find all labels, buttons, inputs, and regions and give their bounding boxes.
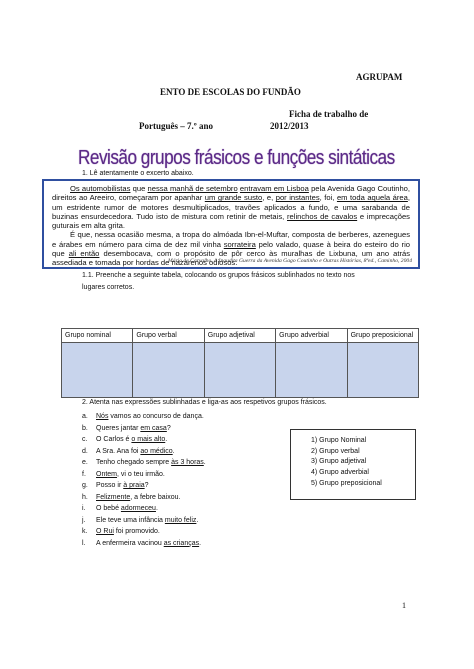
excerpt-text: pelo valado, quase à beira do esteiro do rio que (52, 239, 410, 259)
table-header: Grupo verbal (133, 329, 204, 343)
list-item (82, 515, 206, 527)
answer-cell-verbal[interactable] (133, 343, 204, 398)
item-underlined: Nós (96, 413, 109, 420)
item-letter: b. (82, 424, 88, 432)
list-item (82, 423, 206, 435)
group-option: 4) Grupo adverbial (311, 469, 369, 477)
item-text: Ele teve uma infância (96, 516, 165, 524)
groups-box (290, 429, 416, 500)
group-option: 2) Grupo verbal (311, 447, 360, 455)
item-text: Tenho chegado sempre (96, 459, 172, 466)
header-line-2: ENTO DE ESCOLAS DO FUNDÃO (160, 87, 301, 97)
table-header: Grupo nominal (62, 329, 133, 343)
item-underlined: em casa (140, 424, 167, 432)
item-text: . (196, 516, 199, 524)
worksheet-title: Revisão grupos frásicos e funções sintáticas (78, 147, 395, 169)
excerpt-text: um grande susto (204, 193, 263, 203)
item-text: . (199, 539, 202, 547)
item-text: A enfermeira vacinou (96, 539, 164, 547)
item-text: Posso ir (96, 482, 124, 489)
item-text: Queres jantar (96, 424, 141, 432)
list-item (82, 492, 206, 504)
list-item (82, 446, 206, 458)
item-underlined: Ontem (96, 470, 118, 478)
item-text: ? (166, 424, 171, 432)
answer-cell-nominal[interactable] (62, 343, 133, 398)
item-text: ? (144, 482, 149, 489)
excerpt-text: sorrateira (223, 239, 256, 249)
item-underlined: O Rui (96, 528, 114, 535)
list-item (82, 503, 206, 515)
item-text: foi promovido. (113, 528, 160, 535)
item-text: . (155, 505, 158, 512)
excerpt-paragraph-1 (52, 184, 410, 230)
excerpt-text: , foi, (319, 193, 337, 203)
group-option: 1) Grupo Nominal (311, 437, 367, 444)
groups-table (61, 328, 419, 398)
item-text: A Sra. Ana foi (96, 447, 141, 455)
item-text: O bebé (96, 505, 121, 512)
item-text: O Carlos é (96, 436, 132, 443)
item-text: , a febre baixou. (130, 493, 181, 501)
item-letter: i. (82, 505, 86, 512)
list-item (82, 538, 206, 550)
excerpt-text: por instantes (275, 193, 320, 203)
excerpt-box (42, 179, 420, 269)
excerpt-text: pela Avenida Gago Coutinho, direitos ao Areeiro, começaram por apanhar (52, 184, 411, 203)
header-line-1: AGRUPAM (356, 72, 403, 82)
item-letter: l. (82, 539, 86, 547)
excerpt-text: ali então (68, 249, 100, 259)
excerpt-source: Mário de Carvalho, A Inaudita Guerra da Avenida Gago Coutinho e Outras Histórias, 8ªed., Caminho, 2004 (168, 257, 412, 264)
excerpt-text: Os automobilistas (70, 184, 131, 193)
item-underlined: adormeceu (120, 505, 156, 512)
item-letter: k. (82, 528, 88, 535)
item-letter: a. (82, 413, 88, 420)
question-1-intro: 1. Lê atentamente o excerto abaixo. (82, 170, 194, 177)
item-underlined: muito feliz (164, 516, 197, 524)
excerpt-text: e imprecações guturais em alta grita. (52, 211, 410, 231)
item-text: . (165, 436, 168, 443)
item-underlined: às 3 horas (171, 459, 204, 466)
list-item (82, 457, 206, 469)
item-letter: e. (82, 459, 88, 466)
question-1-1-line-2: lugares corretos. (82, 284, 135, 291)
excerpt-text: em toda aquela área (336, 193, 408, 203)
item-letter: d. (82, 447, 88, 455)
page-number: 1 (402, 601, 406, 610)
item-underlined: o mais alto (131, 436, 166, 443)
item-text: , vi o teu irmão. (117, 470, 165, 478)
sentence-list (82, 411, 206, 549)
item-underlined: Felizmente (96, 493, 131, 501)
question-1-1-line-1: 1.1. Preenche a seguinte tabela, colocando os grupos frásicos sublinhados no texto nos (82, 272, 355, 279)
item-underlined: as crianças (163, 539, 200, 547)
excerpt-text: que (130, 184, 148, 193)
list-item (82, 411, 206, 423)
table-header: Grupo preposicional (347, 329, 418, 343)
school-year: 2012/2013 (270, 121, 309, 131)
item-underlined: ao médico (140, 447, 173, 455)
list-item (82, 480, 206, 492)
list-item (82, 434, 206, 446)
list-item (82, 526, 206, 538)
item-letter: c. (82, 436, 88, 443)
group-option: 5) Grupo preposicional (311, 479, 382, 487)
subject-label: Português – 7.º ano (139, 121, 213, 131)
answer-cell-adverbial[interactable] (276, 343, 347, 398)
answer-cell-adjetival[interactable] (204, 343, 275, 398)
table-header: Grupo adjetival (204, 329, 275, 343)
item-letter: f. (82, 470, 86, 478)
excerpt-text: desembocava, com o propósito de pôr cerco às muralhas de Lixbuna, um ano atrás assediada e tomada por hordas de nazarenos odiosos. (52, 249, 410, 268)
item-text: vamos ao concurso de dança. (108, 413, 204, 420)
excerpt-text: É que, nessa ocasião mesma, a tropa do almóada Ibn-el-Muftar, composta de berberes, azenegues e árabes em número para cima de dez mil vinha (52, 230, 410, 249)
excerpt-text: , e, (262, 193, 276, 203)
excerpt-text: , um estridente rumor de motores desmultiplicados, travões aplicados a fundo, e uma sarabanda de buzinas ensurdecedora. Tudo isto de mistura com retinir de metais, (52, 193, 410, 221)
answer-cell-preposicional[interactable] (347, 343, 418, 398)
item-letter: h. (82, 493, 88, 501)
excerpt-text: nessa manhã de setembro (147, 184, 238, 193)
item-text: . (203, 459, 206, 466)
group-option: 3) Grupo adjetival (311, 458, 367, 466)
excerpt-text: entravam em Lisboa (239, 184, 309, 193)
list-item (82, 469, 206, 481)
header-line-3: Ficha de trabalho de (289, 109, 369, 119)
question-2: 2. Atenta nas expressões sublinhadas e liga-as aos respetivos grupos frásicos. (82, 399, 327, 406)
item-text: . (172, 447, 175, 455)
item-letter: j. (82, 516, 86, 524)
item-letter: g. (82, 482, 88, 489)
table-header: Grupo adverbial (276, 329, 347, 343)
excerpt-text: relinchos de cavalos (287, 211, 358, 221)
item-underlined: à praia (123, 482, 145, 489)
